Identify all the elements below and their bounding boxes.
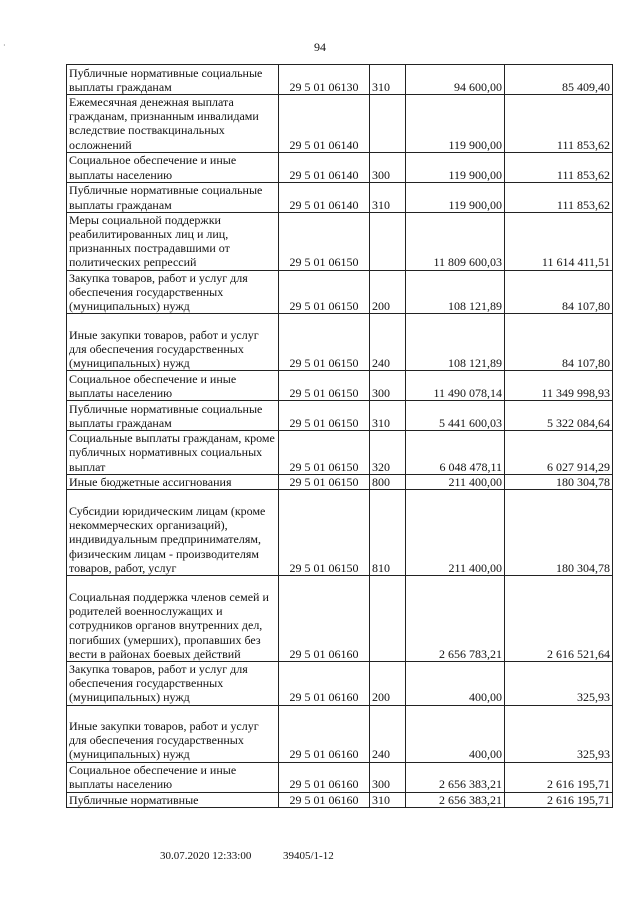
footer-doc-id: 39405/1-12 bbox=[283, 850, 334, 862]
row-sum-2: 180 304,78 bbox=[505, 490, 613, 576]
row-vr bbox=[370, 576, 406, 662]
row-code: 29 5 01 06150 bbox=[279, 371, 370, 401]
row-vr bbox=[370, 95, 406, 153]
table-row bbox=[67, 95, 613, 153]
row-code: 29 5 01 06160 bbox=[279, 705, 370, 762]
row-sum-2: 111 853,62 bbox=[505, 152, 613, 182]
row-sum-2: 111 853,62 bbox=[505, 182, 613, 212]
row-sum-1: 211 400,00 bbox=[406, 490, 505, 576]
row-name: Социальное обеспечение и иные выплаты населению bbox=[67, 371, 279, 401]
table-row bbox=[67, 212, 613, 270]
row-code: 29 5 01 06160 bbox=[279, 762, 370, 792]
page-number: 94 bbox=[314, 40, 326, 54]
row-code: 29 5 01 06150 bbox=[279, 212, 370, 270]
row-sum-1: 2 656 383,21 bbox=[406, 762, 505, 792]
row-code: 29 5 01 06160 bbox=[279, 662, 370, 706]
table-row bbox=[67, 270, 613, 314]
table-row bbox=[67, 371, 613, 401]
row-vr: 240 bbox=[370, 314, 406, 371]
row-name: Социальная поддержка членов семей и родителей военнослужащих и сотрудников органов внутренних дел, погибших (умерших), пропавших без вести в районах боевых действий bbox=[67, 576, 279, 662]
row-sum-1: 5 441 600,03 bbox=[406, 401, 505, 431]
row-sum-2: 2 616 521,64 bbox=[505, 576, 613, 662]
row-vr: 310 bbox=[370, 182, 406, 212]
row-code: 29 5 01 06140 bbox=[279, 182, 370, 212]
table-row bbox=[67, 152, 613, 182]
table-row bbox=[67, 474, 613, 489]
budget-table bbox=[66, 64, 613, 808]
row-code: 29 5 01 06150 bbox=[279, 401, 370, 431]
row-sum-1: 6 048 478,11 bbox=[406, 431, 505, 475]
row-name: Социальное обеспечение и иные выплаты населению bbox=[67, 152, 279, 182]
row-vr: 310 bbox=[370, 401, 406, 431]
row-sum-1: 11 809 600,03 bbox=[406, 212, 505, 270]
row-name: Закупка товаров, работ и услуг для обеспечения государственных (муниципальных) нужд bbox=[67, 270, 279, 314]
table-row bbox=[67, 401, 613, 431]
row-sum-1: 400,00 bbox=[406, 662, 505, 706]
row-code: 29 5 01 06140 bbox=[279, 152, 370, 182]
row-name: Иные закупки товаров, работ и услуг для обеспечения государственных (муниципальных) нужд bbox=[67, 314, 279, 371]
row-sum-2: 84 107,80 bbox=[505, 270, 613, 314]
row-name: Закупка товаров, работ и услуг для обеспечения государственных (муниципальных) нужд bbox=[67, 662, 279, 706]
table-row bbox=[67, 792, 613, 807]
row-sum-1: 119 900,00 bbox=[406, 152, 505, 182]
row-vr bbox=[370, 212, 406, 270]
row-sum-2: 325,93 bbox=[505, 705, 613, 762]
row-sum-2: 111 853,62 bbox=[505, 95, 613, 153]
row-code: 29 5 01 06150 bbox=[279, 474, 370, 489]
row-name: Ежемесячная денежная выплата гражданам, признанным инвалидами вследствие поствакцинальных осложнений bbox=[67, 95, 279, 153]
table-row bbox=[67, 65, 613, 95]
row-code: 29 5 01 06150 bbox=[279, 490, 370, 576]
row-name: Субсидии юридическим лицам (кроме некоммерческих организаций), индивидуальным предпринимателям, физическим лицам - производителям товаров, работ, услуг bbox=[67, 490, 279, 576]
row-code: 29 5 01 06150 bbox=[279, 431, 370, 475]
row-name: Публичные нормативные bbox=[67, 792, 279, 807]
row-vr: 810 bbox=[370, 490, 406, 576]
row-name: Социальные выплаты гражданам, кроме публичных нормативных социальных выплат bbox=[67, 431, 279, 475]
row-sum-2: 6 027 914,29 bbox=[505, 431, 613, 475]
table-row bbox=[67, 662, 613, 706]
row-code: 29 5 01 06160 bbox=[279, 792, 370, 807]
row-name: Публичные нормативные социальные выплаты гражданам bbox=[67, 182, 279, 212]
row-code: 29 5 01 06150 bbox=[279, 314, 370, 371]
table-row bbox=[67, 762, 613, 792]
row-sum-1: 400,00 bbox=[406, 705, 505, 762]
row-code: 29 5 01 06130 bbox=[279, 65, 370, 95]
row-vr: 310 bbox=[370, 65, 406, 95]
row-sum-1: 119 900,00 bbox=[406, 182, 505, 212]
table-row bbox=[67, 576, 613, 662]
row-vr: 300 bbox=[370, 762, 406, 792]
table-row bbox=[67, 431, 613, 475]
row-vr: 800 bbox=[370, 474, 406, 489]
row-sum-1: 2 656 783,21 bbox=[406, 576, 505, 662]
row-sum-1: 211 400,00 bbox=[406, 474, 505, 489]
table-row bbox=[67, 705, 613, 762]
row-vr: 240 bbox=[370, 705, 406, 762]
row-vr: 320 bbox=[370, 431, 406, 475]
row-sum-2: 325,93 bbox=[505, 662, 613, 706]
row-name: Иные закупки товаров, работ и услуг для обеспечения государственных (муниципальных) нужд bbox=[67, 705, 279, 762]
row-vr: 300 bbox=[370, 152, 406, 182]
row-name: Меры социальной поддержки реабилитированных лиц и лиц, признанных пострадавшими от политических репрессий bbox=[67, 212, 279, 270]
row-sum-2: 5 322 084,64 bbox=[505, 401, 613, 431]
row-sum-1: 2 656 383,21 bbox=[406, 792, 505, 807]
row-name: Публичные нормативные социальные выплаты гражданам bbox=[67, 65, 279, 95]
row-sum-2: 2 616 195,71 bbox=[505, 792, 613, 807]
row-sum-1: 108 121,89 bbox=[406, 314, 505, 371]
row-sum-2: 85 409,40 bbox=[505, 65, 613, 95]
footer-timestamp: 30.07.2020 12:33:00 bbox=[160, 850, 252, 862]
row-name: Иные бюджетные ассигнования bbox=[67, 474, 279, 489]
row-sum-2: 180 304,78 bbox=[505, 474, 613, 489]
row-sum-2: 11 614 411,51 bbox=[505, 212, 613, 270]
table-row bbox=[67, 490, 613, 576]
table-row bbox=[67, 182, 613, 212]
budget-table-body bbox=[67, 65, 613, 808]
row-code: 29 5 01 06140 bbox=[279, 95, 370, 153]
row-sum-2: 84 107,80 bbox=[505, 314, 613, 371]
row-sum-1: 94 600,00 bbox=[406, 65, 505, 95]
row-sum-1: 11 490 078,14 bbox=[406, 371, 505, 401]
row-vr: 310 bbox=[370, 792, 406, 807]
row-code: 29 5 01 06160 bbox=[279, 576, 370, 662]
row-sum-1: 119 900,00 bbox=[406, 95, 505, 153]
row-sum-1: 108 121,89 bbox=[406, 270, 505, 314]
row-name: Социальное обеспечение и иные выплаты населению bbox=[67, 762, 279, 792]
table-row bbox=[67, 314, 613, 371]
row-code: 29 5 01 06150 bbox=[279, 270, 370, 314]
row-vr: 200 bbox=[370, 270, 406, 314]
margin-mark: · bbox=[3, 41, 6, 50]
row-name: Публичные нормативные социальные выплаты гражданам bbox=[67, 401, 279, 431]
row-vr: 300 bbox=[370, 371, 406, 401]
row-vr: 200 bbox=[370, 662, 406, 706]
row-sum-2: 2 616 195,71 bbox=[505, 762, 613, 792]
row-sum-2: 11 349 998,93 bbox=[505, 371, 613, 401]
